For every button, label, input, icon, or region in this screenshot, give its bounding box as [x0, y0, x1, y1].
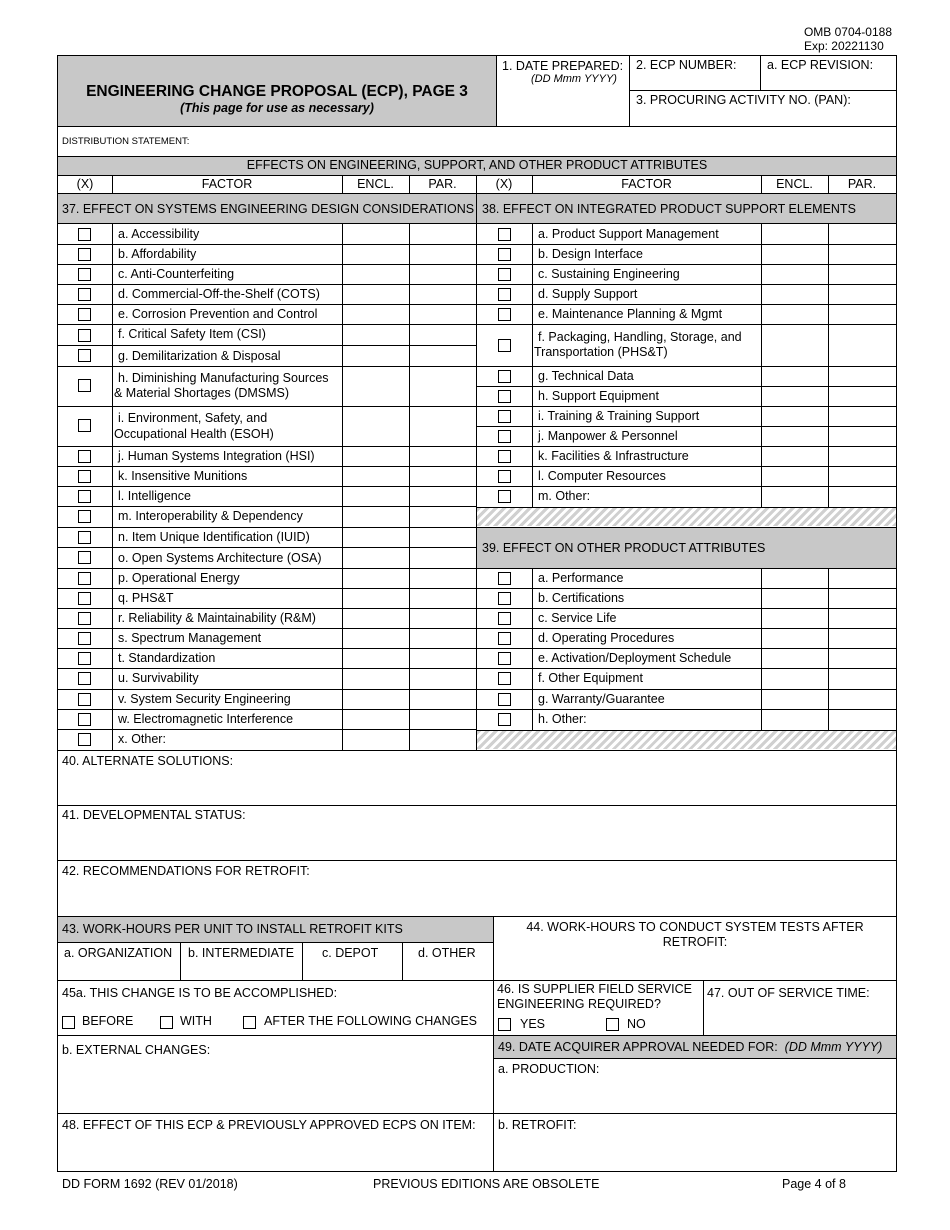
- checkbox-38h[interactable]: [498, 390, 511, 403]
- hatched-separator-bottom: [477, 731, 896, 749]
- factor-37d: d. Commercial-Off-the-Shelf (COTS): [118, 287, 320, 301]
- factor-37e: e. Corrosion Prevention and Control: [118, 307, 318, 321]
- factor-38h: h. Support Equipment: [538, 389, 659, 403]
- checkbox-37j[interactable]: [78, 450, 91, 463]
- factor-37p: p. Operational Energy: [118, 571, 240, 585]
- factor-37r: r. Reliability & Maintainability (R&M): [118, 611, 316, 625]
- factor-37w: w. Electromagnetic Interference: [118, 712, 294, 726]
- checkbox-37v[interactable]: [78, 693, 91, 706]
- checkbox-37w[interactable]: [78, 713, 91, 726]
- checkbox-37x[interactable]: [78, 733, 91, 746]
- external-changes-label: b. EXTERNAL CHANGES:: [62, 1043, 211, 1057]
- alternate-solutions-label: 40. ALTERNATE SOLUTIONS:: [62, 754, 234, 768]
- system-test-hours-line1: 44. WORK-HOURS TO CONDUCT SYSTEM TESTS AFTER: [526, 920, 864, 934]
- retrofit-date-label: b. RETROFIT:: [498, 1118, 577, 1132]
- checkbox-37p[interactable]: [78, 572, 91, 585]
- factor-38m: m. Other:: [538, 489, 591, 503]
- developmental-status-label: 41. DEVELOPMENTAL STATUS:: [62, 808, 246, 822]
- col-factor-right: FACTOR: [621, 177, 672, 191]
- checkbox-38k[interactable]: [498, 450, 511, 463]
- approval-date-format: (DD Mmm YYYY): [784, 1040, 883, 1054]
- form-number: DD FORM 1692 (REV 01/2018): [62, 1177, 238, 1191]
- checkbox-37s[interactable]: [78, 632, 91, 645]
- omb-block: [804, 25, 892, 53]
- factor-37a: a. Accessibility: [118, 227, 200, 241]
- factor-37h-line2: & Material Shortages (DMSMS): [114, 386, 290, 400]
- no-label: NO: [627, 1017, 646, 1031]
- date-prepared-label: 1. DATE PREPARED:: [502, 59, 624, 73]
- checkbox-37q[interactable]: [78, 592, 91, 605]
- checkbox-37t[interactable]: [78, 652, 91, 665]
- approval-date-title: [498, 1040, 882, 1054]
- checkbox-37c[interactable]: [78, 268, 91, 281]
- checkbox-39b[interactable]: [498, 592, 511, 605]
- factor-39g: g. Warranty/Guarantee: [538, 692, 665, 706]
- checkbox-after-changes[interactable]: [243, 1016, 256, 1029]
- omb-number: OMB 0704-0188: [803, 25, 892, 39]
- factor-38l: l. Computer Resources: [538, 469, 666, 483]
- checkbox-37e[interactable]: [78, 308, 91, 321]
- checkbox-37i[interactable]: [78, 419, 91, 432]
- work-hours-organization-label: a. ORGANIZATION: [64, 946, 173, 960]
- factor-37u: u. Survivability: [118, 671, 199, 685]
- checkbox-38d[interactable]: [498, 288, 511, 301]
- factor-39h: h. Other:: [538, 712, 587, 726]
- after-changes-label: AFTER THE FOLLOWING CHANGES: [264, 1014, 477, 1028]
- system-test-hours-line2: RETROFIT:: [662, 935, 728, 949]
- factor-37j: j. Human Systems Integration (HSI): [118, 449, 315, 463]
- field-service-question-line1: 46. IS SUPPLIER FIELD SERVICE: [497, 982, 692, 996]
- factor-37i-line2: Occupational Health (ESOH): [114, 427, 274, 441]
- effect-on-item-label: 48. EFFECT OF THIS ECP & PREVIOUSLY APPROVED ECPS ON ITEM:: [62, 1118, 476, 1132]
- checkbox-39g[interactable]: [498, 693, 511, 706]
- col-par-left: PAR.: [428, 177, 457, 191]
- factor-37m: m. Interoperability & Dependency: [118, 509, 303, 523]
- yes-label: YES: [520, 1017, 546, 1031]
- checkbox-38a[interactable]: [498, 228, 511, 241]
- checkbox-37o[interactable]: [78, 551, 91, 564]
- form-title: ENGINEERING CHANGE PROPOSAL (ECP), PAGE 3: [86, 83, 468, 100]
- distribution-statement-label: DISTRIBUTION STATEMENT:: [62, 136, 190, 147]
- factor-39a: a. Performance: [538, 571, 624, 585]
- before-label: BEFORE: [82, 1014, 134, 1028]
- factor-38f-line1: f. Packaging, Handling, Storage, and: [538, 330, 742, 344]
- factor-38e: e. Maintenance Planning & Mgmt: [538, 307, 723, 321]
- checkbox-38c[interactable]: [498, 268, 511, 281]
- checkbox-37r[interactable]: [78, 612, 91, 625]
- pan-label: 3. PROCURING ACTIVITY NO. (PAN):: [636, 93, 851, 107]
- field-service-question-line2: ENGINEERING REQUIRED?: [497, 997, 661, 1011]
- work-hours-other-label: d. OTHER: [418, 946, 476, 960]
- factor-38g: g. Technical Data: [538, 369, 634, 383]
- factor-37t: t. Standardization: [118, 651, 216, 665]
- factor-37v: v. System Security Engineering: [118, 692, 291, 706]
- factor-37b: b. Affordability: [118, 247, 197, 261]
- factor-39b: b. Certifications: [538, 591, 625, 605]
- col-factor-left: FACTOR: [201, 177, 253, 191]
- factor-38d: d. Supply Support: [538, 287, 638, 301]
- checkbox-37f[interactable]: [78, 329, 91, 342]
- factor-37l: l. Intelligence: [118, 489, 191, 503]
- col-x-right: (X): [495, 177, 513, 191]
- ecp-revision-label: a. ECP REVISION:: [767, 58, 874, 72]
- checkbox-39h[interactable]: [498, 713, 511, 726]
- factor-37n: n. Item Unique Identification (IUID): [118, 530, 310, 544]
- checkbox-38g[interactable]: [498, 370, 511, 383]
- factor-38c: c. Sustaining Engineering: [538, 267, 680, 281]
- col-encl-left: ENCL.: [357, 177, 394, 191]
- factor-39f: f. Other Equipment: [538, 671, 643, 685]
- checkbox-38f[interactable]: [498, 339, 511, 352]
- factor-37f: f. Critical Safety Item (CSI): [118, 327, 266, 341]
- factor-37i-line1: i. Environment, Safety, and: [118, 411, 268, 425]
- section-38-title: 38. EFFECT ON INTEGRATED PRODUCT SUPPORT ELEMENTS: [482, 202, 856, 216]
- checkbox-37h[interactable]: [78, 379, 91, 392]
- factor-38j: j. Manpower & Personnel: [538, 429, 678, 443]
- checkbox-before[interactable]: [62, 1016, 75, 1029]
- checkbox-37b[interactable]: [78, 248, 91, 261]
- checkbox-37u[interactable]: [78, 672, 91, 685]
- effects-header: EFFECTS ON ENGINEERING, SUPPORT, AND OTHER PRODUCT ATTRIBUTES: [246, 158, 708, 172]
- checkbox-37m[interactable]: [78, 510, 91, 523]
- page-number: Page 4 of 8: [782, 1177, 846, 1191]
- checkbox-37g[interactable]: [78, 349, 91, 362]
- factor-38k: k. Facilities & Infrastructure: [538, 449, 689, 463]
- work-hours-depot-label: c. DEPOT: [322, 946, 379, 960]
- checkbox-no[interactable]: [606, 1018, 619, 1031]
- checkbox-37k[interactable]: [78, 470, 91, 483]
- checkbox-39c[interactable]: [498, 612, 511, 625]
- factor-37g: g. Demilitarization & Disposal: [118, 349, 281, 363]
- checkbox-38i[interactable]: [498, 410, 511, 423]
- factor-38i: i. Training & Training Support: [538, 409, 700, 423]
- section-39-title: 39. EFFECT ON OTHER PRODUCT ATTRIBUTES: [482, 541, 766, 555]
- section-37-title: 37. EFFECT ON SYSTEMS ENGINEERING DESIGN CONSIDERATIONS: [62, 202, 475, 216]
- section-43-title: 43. WORK-HOURS PER UNIT TO INSTALL RETROFIT KITS: [62, 922, 403, 936]
- factor-38a: a. Product Support Management: [538, 227, 719, 241]
- factor-39c: c. Service Life: [538, 611, 617, 625]
- hatched-separator-top: [477, 508, 896, 526]
- checkbox-39e[interactable]: [498, 652, 511, 665]
- col-par-right: PAR.: [847, 177, 877, 191]
- checkbox-38b[interactable]: [498, 248, 511, 261]
- factor-37q: q. PHS&T: [118, 591, 174, 605]
- checkbox-37d[interactable]: [78, 288, 91, 301]
- col-x-left: (X): [76, 177, 94, 191]
- approval-date-label: 49. DATE ACQUIRER APPROVAL NEEDED FOR:: [498, 1040, 778, 1054]
- checkbox-38l[interactable]: [498, 470, 511, 483]
- checkbox-37a[interactable]: [78, 228, 91, 241]
- factor-37s: s. Spectrum Management: [118, 631, 262, 645]
- previous-editions-notice: PREVIOUS EDITIONS ARE OBSOLETE: [373, 1177, 600, 1191]
- factor-38b: b. Design Interface: [538, 247, 643, 261]
- factor-38f-line2: Transportation (PHS&T): [534, 345, 668, 359]
- out-of-service-time-label: 47. OUT OF SERVICE TIME:: [707, 986, 870, 1000]
- factor-39e: e. Activation/Deployment Schedule: [538, 651, 732, 665]
- checkbox-37l[interactable]: [78, 490, 91, 503]
- checkbox-with[interactable]: [160, 1016, 173, 1029]
- factor-37k: k. Insensitive Munitions: [118, 469, 248, 483]
- factor-37h-line1: h. Diminishing Manufacturing Sources: [118, 371, 329, 385]
- factor-37o: o. Open Systems Architecture (OSA): [118, 551, 322, 565]
- checkbox-yes[interactable]: [498, 1018, 511, 1031]
- factor-37x: x. Other:: [118, 732, 166, 746]
- work-hours-intermediate-label: b. INTERMEDIATE: [188, 946, 295, 960]
- ecp-number-label: 2. ECP NUMBER:: [636, 58, 737, 72]
- checkbox-39f[interactable]: [498, 672, 511, 685]
- date-format-hint: (DD Mmm YYYY): [531, 73, 617, 85]
- checkbox-37n[interactable]: [78, 531, 91, 544]
- change-accomplished-label: 45a. THIS CHANGE IS TO BE ACCOMPLISHED:: [62, 986, 338, 1000]
- checkbox-38e[interactable]: [498, 308, 511, 321]
- production-date-label: a. PRODUCTION:: [498, 1062, 600, 1076]
- checkbox-39d[interactable]: [498, 632, 511, 645]
- col-encl-right: ENCL.: [776, 177, 813, 191]
- with-label: WITH: [180, 1014, 212, 1028]
- omb-expiration: Exp: 20221130: [803, 39, 884, 53]
- factor-39d: d. Operating Procedures: [538, 631, 675, 645]
- checkbox-39a[interactable]: [498, 572, 511, 585]
- retrofit-recommendations-label: 42. RECOMMENDATIONS FOR RETROFIT:: [62, 864, 310, 878]
- checkbox-38j[interactable]: [498, 430, 511, 443]
- factor-37c: c. Anti-Counterfeiting: [118, 267, 235, 281]
- checkbox-38m[interactable]: [498, 490, 511, 503]
- form-subtitle: (This page for use as necessary): [180, 101, 374, 115]
